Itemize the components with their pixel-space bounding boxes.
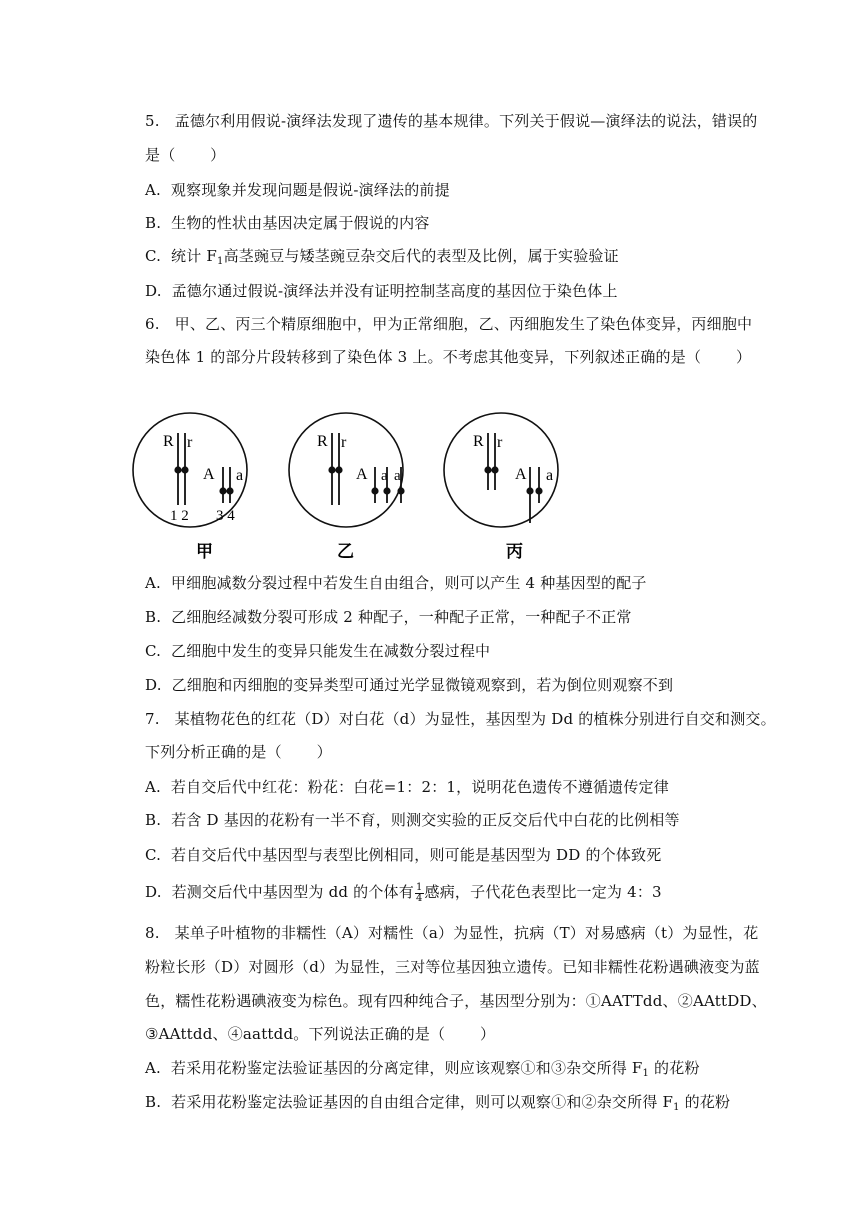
q5-option-c-post: 高茎豌豆与矮茎豌豆杂交后代的表型及比例，属于实验验证 (223, 247, 619, 265)
q8-option-b-subscript: 1 (673, 1102, 680, 1113)
q5-option-d: D. 孟德尔通过假说-演绎法并没有证明控制茎高度的基因位于染色体上 (145, 282, 618, 300)
q5-stem-line2: 是（ ） (145, 146, 226, 164)
q6-option-b: B. 乙细胞经减数分裂可形成 2 种配子，一种配子正常，一种配子不正常 (145, 608, 632, 626)
q7-option-d (145, 882, 662, 904)
q6-option-a: A. 甲细胞减数分裂过程中若发生自由组合，则可以产生 4 种基因型的配子 (145, 574, 647, 592)
q5-option-a: A. 观察现象并发现问题是假说-演绎法的前提 (145, 181, 450, 199)
cell-bing-label-r: r (497, 434, 503, 451)
cell-yi-label-R: R (317, 433, 328, 450)
cell-jia-label-A: A (203, 466, 215, 483)
q8-stem-line1: 8. 某单子叶植物的非糯性（A）对糯性（a）为显性，抗病（T）对易感病（t）为显性，花 (145, 924, 759, 942)
cell-jia-label-R: R (163, 433, 174, 450)
q8-option-a-post: 的花粉 (649, 1059, 700, 1077)
cell-jia-numbers-12: 1 2 (170, 508, 189, 524)
q7-stem-line1: 7. 某植物花色的红花（D）对白花（d）为显性，基因型为 Dd 的植株分别进行自交和测交。 (145, 710, 776, 728)
q8-option-a-subscript: 1 (642, 1068, 650, 1079)
fraction-numerator: 1 (415, 881, 423, 893)
q5-option-b: B. 生物的性状由基因决定属于假说的内容 (145, 214, 430, 232)
q7-option-d-post: 感病，子代花色表型比一定为 4：3 (424, 883, 662, 901)
chromosome-figure (130, 405, 570, 570)
q8-option-b (145, 1092, 730, 1118)
q5-option-c (145, 246, 619, 272)
q6-stem-line2: 染色体 1 的部分片段转移到了染色体 3 上。不考虑其他变异，下列叙述正确的是（ ） (145, 348, 752, 366)
q8-option-b-post: 的花粉 (679, 1093, 731, 1111)
cell-jia-numbers-34: 3 4 (216, 508, 235, 524)
cell-yi-caption: 乙 (337, 542, 354, 561)
q5-option-c-subscript: 1 (217, 256, 224, 267)
cell-yi-label-a1: a (381, 468, 388, 484)
cell-yi-label-r: r (341, 434, 347, 451)
cell-bing-caption: 丙 (506, 542, 523, 561)
fraction-denominator: 4 (415, 892, 423, 904)
cell-jia (133, 413, 247, 561)
q7-option-a: A. 若自交后代中红花：粉花：白花=1：2：1，说明花色遗传不遵循遗传定律 (145, 778, 669, 796)
q7-option-d-pre: D. 若测交后代中基因型为 dd 的个体有 (145, 883, 414, 901)
q8-stem-line4: ③AAttdd、④aattdd。下列说法正确的是（ ） (145, 1025, 496, 1043)
cell-bing (444, 413, 558, 561)
q8-option-a-pre: A. 若采用花粉鉴定法验证基因的分离定律，则应该观察①和③杂交所得 F (145, 1059, 643, 1077)
q6-stem-line1: 6. 甲、乙、丙三个精原细胞中，甲为正常细胞，乙、丙细胞发生了染色体变异，丙细胞中 (145, 315, 753, 333)
cell-bing-label-R: R (473, 433, 484, 450)
cell-jia-label-a: a (236, 467, 244, 484)
q6-option-d: D. 乙细胞和丙细胞的变异类型可通过光学显微镜观察到，若为倒位则观察不到 (145, 676, 674, 694)
cell-jia-caption: 甲 (196, 542, 213, 561)
cell-yi-label-A: A (356, 466, 368, 483)
cell-jia-label-r: r (187, 434, 193, 451)
q8-stem-line2: 粉粒长形（D）对圆形（d）为显性，三对等位基因独立遗传。已知非糯性花粉遇碘液变为蓝 (145, 958, 760, 976)
cell-bing-label-A: A (515, 466, 527, 483)
q6-option-c: C. 乙细胞中发生的变异只能发生在减数分裂过程中 (145, 642, 491, 660)
q7-option-b: B. 若含 D 基因的花粉有一半不育，则测交实验的正反交后代中白花的比例相等 (145, 811, 680, 829)
q7-stem-line2: 下列分析正确的是（ ） (145, 743, 332, 761)
cell-yi (289, 413, 405, 561)
q8-option-a (145, 1058, 700, 1084)
q8-option-b-pre: B. 若采用花粉鉴定法验证基因的自由组合定律，则可以观察①和②杂交所得 F (145, 1093, 674, 1111)
fraction-one-quarter (415, 883, 424, 904)
q5-option-c-pre: C. 统计 F (145, 247, 218, 265)
q5-stem-line1: 5. 孟德尔利用假说-演绎法发现了遗传的基本规律。下列关于假说—演绎法的说法，错误的 (145, 112, 758, 130)
q7-option-c: C. 若自交后代中基因型与表型比例相同，则可能是基因型为 DD 的个体致死 (145, 846, 662, 864)
q8-stem-line3: 色，糯性花粉遇碘液变为棕色。现有四种纯合子，基因型分别为：①AATTdd、②AAttDD、 (145, 992, 767, 1010)
cell-bing-label-a: a (546, 467, 554, 484)
cell-yi-label-a2: a (394, 468, 401, 484)
